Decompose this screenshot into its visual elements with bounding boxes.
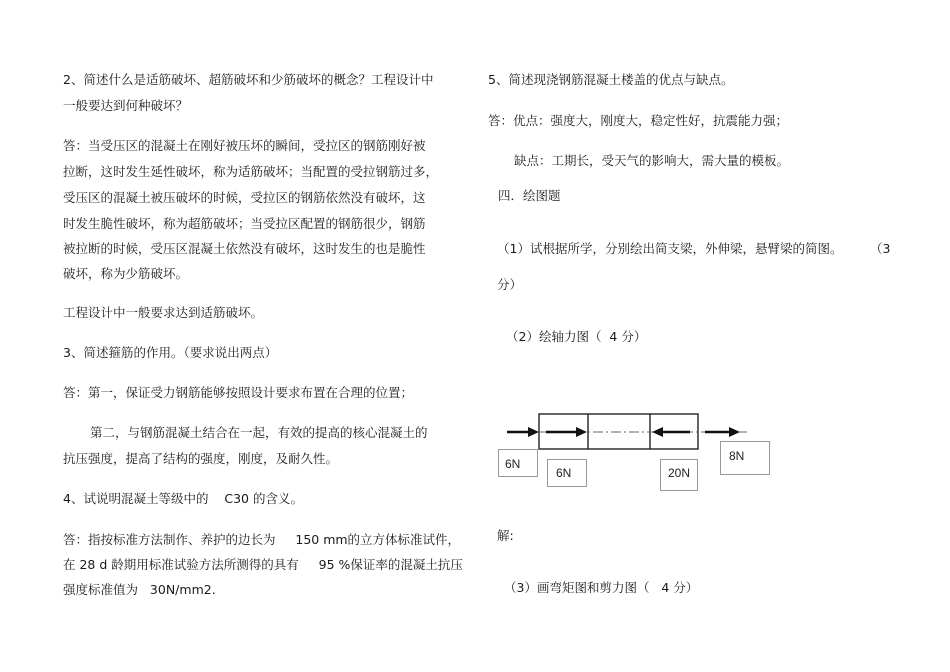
a4-line-1: 答：指按标准方法制作、养护的边长为 150 mm的立方体标准试件， [63,532,461,547]
a5-advantages: 答：优点：强度大，刚度大，稳定性好，抗震能力强； [488,113,789,128]
arrow-8n [705,427,740,437]
force-label-4: 8N [729,449,745,463]
a2-line-4: 时发生脆性破坏，称为超筋破坏；当受拉区配置的钢筋很少，钢筋 [63,216,426,231]
q3-title: 3、简述箍筋的作用。（要求说出两点） [63,345,278,360]
q4-title: 4、试说明混凝土等级中的 C30 的含义。 [63,491,303,506]
force-label-3: 20N [668,466,691,480]
q5-title: 5、简述现浇钢筋混凝土楼盖的优点与缺点。 [488,72,734,87]
arrow-6n-internal [546,427,587,437]
force-label-box-4 [720,441,770,475]
a2-line-1: 答：当受压区的混凝土在刚好被压坏的瞬间，受拉区的钢筋刚好被 [63,138,426,153]
q2-title-line2: 一般要达到何种破坏？ [63,98,189,113]
a3-line-3: 抗压强度，提高了结构的强度，刚度，及耐久性。 [63,451,339,466]
p1-score-b: 分） [497,277,523,292]
a4-line-3: 强度标准值为 30N/mm2. [63,582,216,597]
solution-label: 解: [497,528,514,543]
a3-line-2: 第二，与钢筋混凝土结合在一起，有效的提高的核心混凝土的 [90,425,428,440]
p1-line1: （1）试根据所学，分别绘出简支梁，外伸梁，悬臂梁的简图。 [497,241,843,256]
arrow-6n-left-applied [507,427,539,437]
a2-conclusion: 工程设计中一般要求达到适筋破坏。 [63,305,264,320]
q2-title-line1: 2、简述什么是适筋破坏、超筋破坏和少筋破坏的概念？工程设计中 [63,72,434,87]
p2-title: （2）绘轴力图（ 4 分） [506,329,647,344]
a3-line-1: 答：第一，保证受力钢筋能够按照设计要求布置在合理的位置； [63,385,414,400]
a2-line-2: 拉断，这时发生延性破坏，称为适筋破坏；当配置的受拉钢筋过多， [63,164,439,179]
a2-line-6: 破坏，称为少筋破坏。 [63,266,189,281]
a4-line-2: 在 28 d 龄期用标准试验方法所测得的具有 95 %保证率的混凝土抗压 [63,557,463,572]
a2-line-5: 被拉断的时候，受压区混凝土依然没有破坏，这时发生的也是脆性 [63,241,426,256]
force-label-2: 6N [556,466,572,480]
a5-disadvantages: 缺点：工期长，受天气的影响大，需大量的模板。 [514,153,790,168]
p3-title: （3）画弯矩图和剪力图（ 4 分） [504,580,699,595]
force-label-1: 6N [505,457,521,471]
a2-line-3: 受压区的混凝土被压破坏的时候，受拉区的钢筋依然没有破坏，这 [63,190,426,205]
arrow-20n [652,427,690,437]
section-4-heading: 四．绘图题 [498,188,561,203]
p1-score-a: （3 [870,241,891,256]
